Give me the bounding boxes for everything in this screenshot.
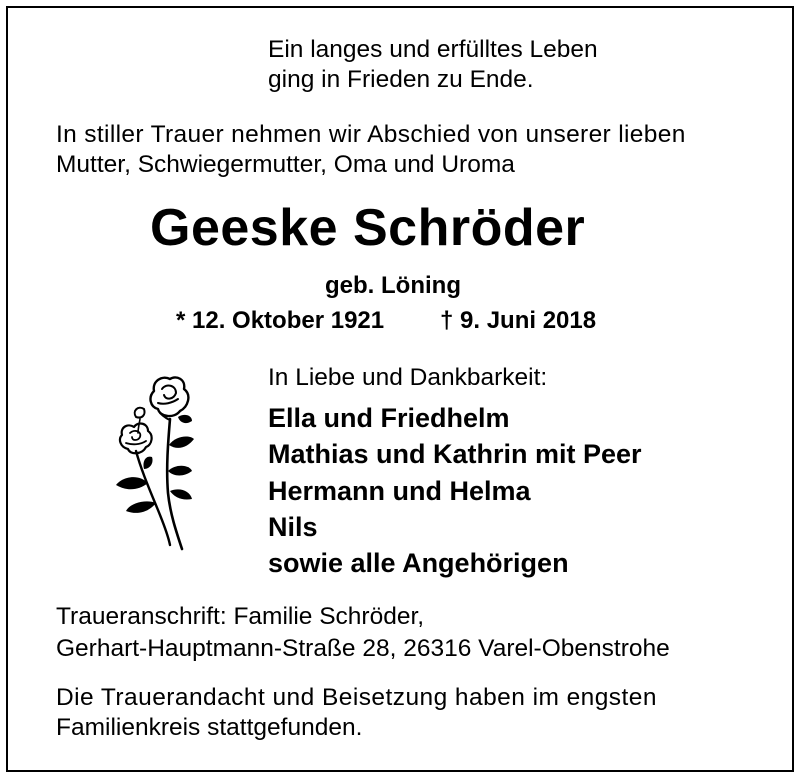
birth-date: * 12. Oktober 1921 [176, 307, 385, 334]
intro-line-2: Mutter, Schwiegermutter, Oma und Uroma [56, 151, 515, 178]
death-date: † 9. Juni 2018 [440, 307, 597, 334]
quote-line-1: Ein langes und erfülltes Leben [268, 36, 598, 63]
deceased-name: Geeske Schröder [150, 199, 586, 257]
quote-line-2: ging in Frieden zu Ende. [268, 66, 534, 93]
intro-line-1: In stiller Trauer nehmen wir Abschied von unserer lieben [56, 121, 686, 148]
gratitude-line: In Liebe und Dankbarkeit: [268, 364, 548, 391]
mourner-line: Hermann und Helma [268, 476, 531, 506]
notice-line-1: Die Trauerandacht und Beisetzung haben im engsten [56, 684, 657, 711]
mourner-line: Nils [268, 512, 318, 542]
address-line-2: Gerhart-Hauptmann-Straße 28, 26316 Varel-Obenstrohe [56, 635, 670, 662]
address-line-1: Traueranschrift: Familie Schröder, [56, 603, 425, 630]
notice-line-2: Familienkreis stattgefunden. [56, 714, 363, 741]
birth-name: geb. Löning [325, 272, 461, 299]
mourner-line: Mathias und Kathrin mit Peer [268, 439, 642, 469]
mourner-line: Ella und Friedhelm [268, 403, 510, 433]
mourner-line: sowie alle Angehörigen [268, 548, 569, 578]
rose-icon [108, 373, 200, 553]
